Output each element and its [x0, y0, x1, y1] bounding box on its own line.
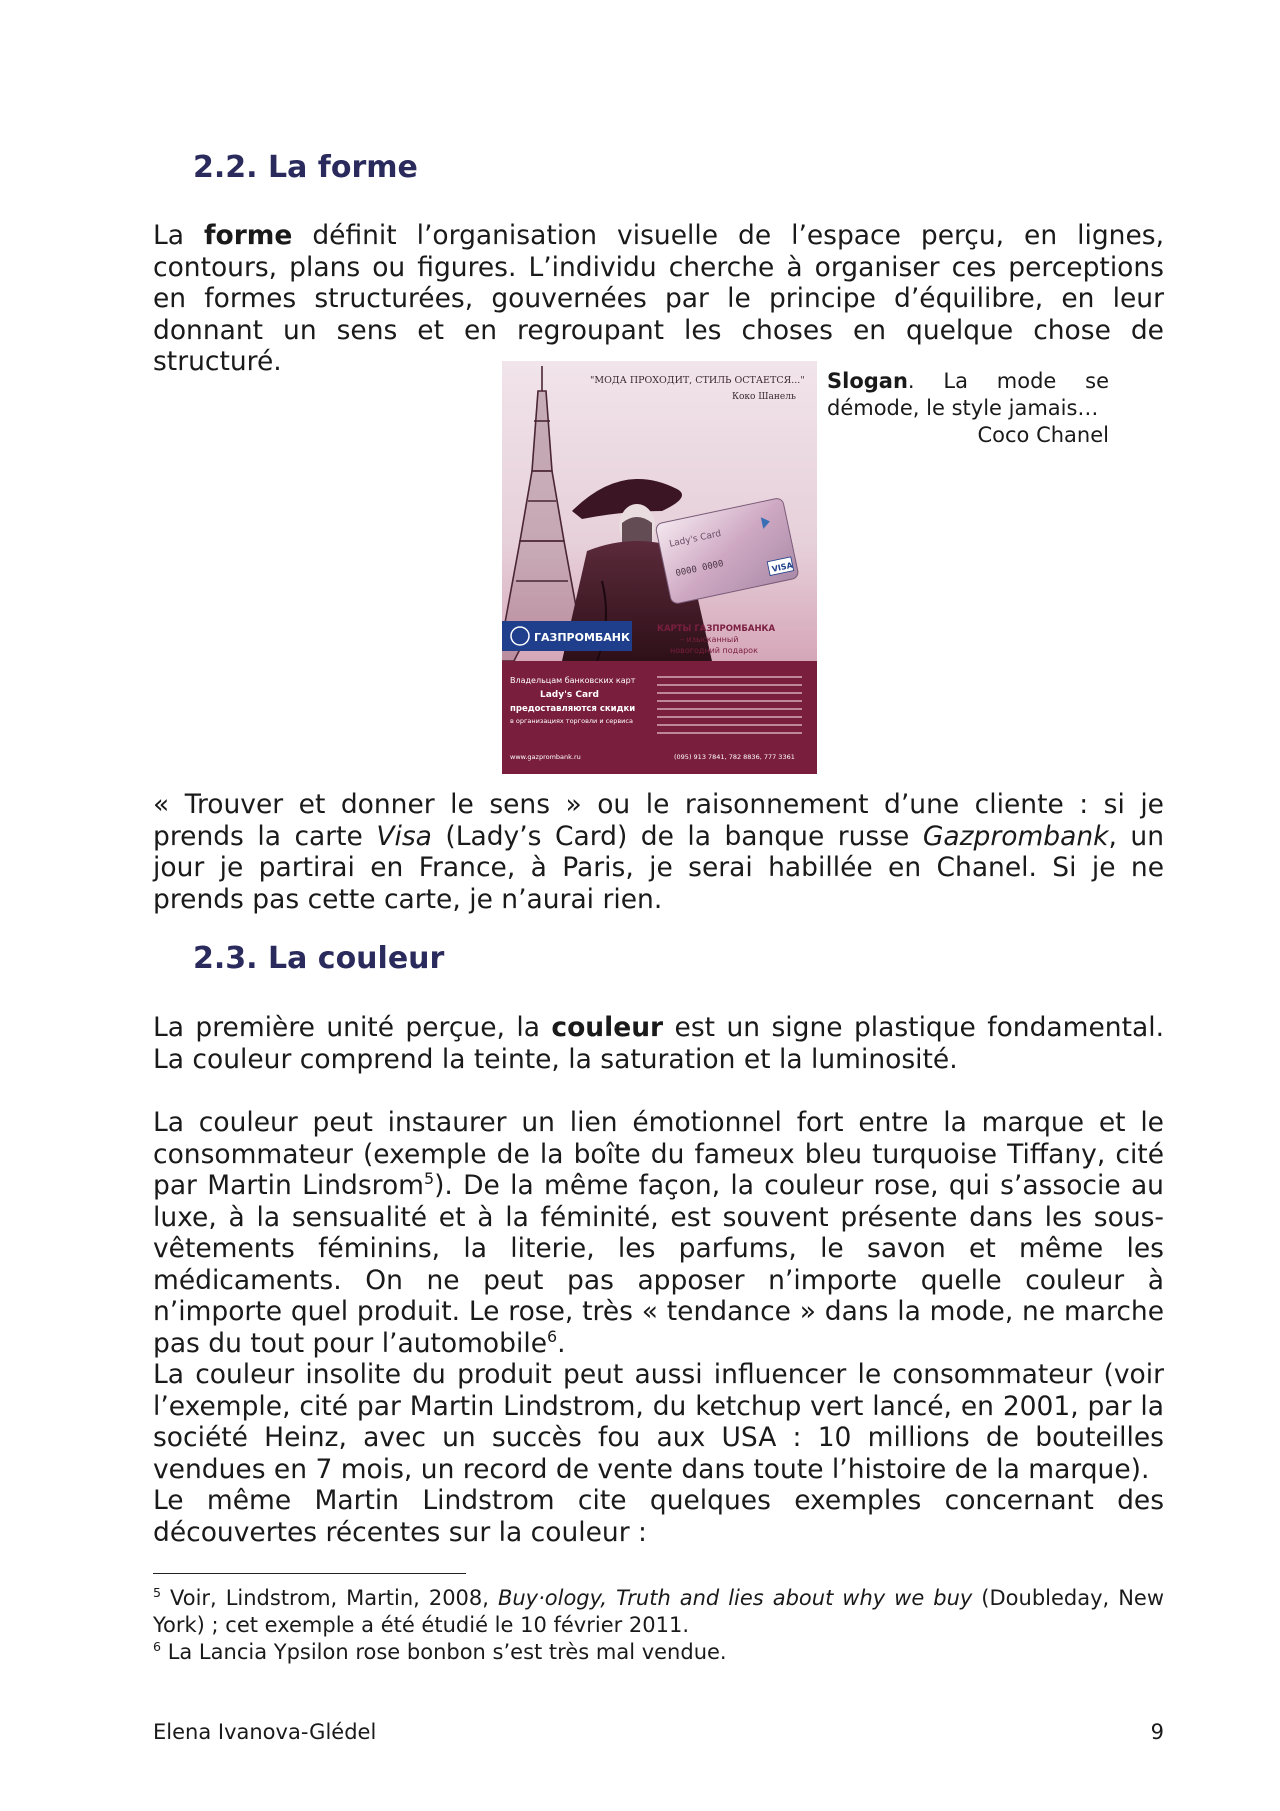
- card-title: Lady's Card: [668, 528, 723, 550]
- ad-quote: "МОДА ПРОХОДИТ, СТИЛЬ ОСТАЕТСЯ...": [590, 375, 805, 386]
- caption-slogan-text: . La mode se démode, le style jamais…: [827, 369, 1109, 420]
- lady-card-credit-card: [655, 497, 799, 604]
- ad-body-2: Lady's Card: [540, 690, 599, 700]
- term-forme: forme: [203, 220, 293, 251]
- caption-author: Coco Chanel: [977, 423, 1109, 447]
- card-number: 0000 0000: [674, 559, 725, 580]
- page-number: 9: [1150, 1720, 1164, 1744]
- paragraph-forme-definition: La forme définit l’organisation visuelle de l’espace perçu, en lignes, contours, plans ou figures. L’individu cherche à organiser ces perceptions en formes structurées, gouvernées par le principe d’équilibre, en leur donnant un sens et en regroupant les choses en quelque chose de structuré.: [153, 220, 1164, 377]
- ad-url: www.gazprombank.ru: [510, 753, 581, 761]
- footnote-ref-6[interactable]: 6: [547, 1326, 558, 1346]
- ad-quote-author: Коко Шанель: [732, 392, 796, 402]
- ad-headline-3: новогодний подарок: [670, 646, 758, 655]
- ad-body-3: предоставляются скидки: [510, 704, 636, 714]
- paragraph-couleur-insolite: La couleur insolite du produit peut aussi influencer le consommateur (voir l’exemple, cité par Martin Lindstrom, du ketchup vert lancé, en 2001, par la société Heinz, avec un succès fou aux USA : 10 millions de bouteilles vendues en 7 mois, un record de vente dans toute l’histoire de la marque).: [153, 1359, 1164, 1485]
- ad-body-1: Владельцам банковских карт: [510, 676, 636, 685]
- ad-phone: (095) 913 7841, 782 8836, 777 3361: [674, 753, 795, 761]
- paragraph-couleur-definition: La première unité perçue, la couleur est un signe plastique fondamental. La couleur comprend la teinte, la saturation et la luminosité.: [153, 1012, 1164, 1075]
- footnote-5: $^5$ Voir, Lindstrom, Martin, 2008, Buy·ology, Truth and lies about why we buy (Doubleday, New York) ; cet exemple a été étudié le 10 février 2011.: [153, 1585, 1164, 1637]
- section-heading-couleur: 2.3. La couleur: [193, 941, 445, 976]
- advertisement-illustration: [502, 361, 817, 774]
- image-caption: [827, 368, 1109, 449]
- ad-body-4: в организациях торговли и сервиса: [510, 717, 633, 725]
- term-couleur: couleur: [551, 1012, 664, 1043]
- paragraph-couleur-emotion: La couleur peut instaurer un lien émotionnel fort entre la marque et le consommateur (exemple de la boîte du fameux bleu turquoise Tiffany, cité par Martin Lindsrom$^5$). De la même façon, la couleur rose, qui s’associe au luxe, à la sensualité et à la féminité, est souvent présente dans les sous-vêtements féminins, la literie, les parfums, le savon et même les médicaments. On ne peut pas apposer n’importe quelle couleur à n’importe quel produit. Le rose, très « tendance » dans la mode, ne marche pas du tout pour l’automobile$^6$.: [153, 1107, 1164, 1359]
- section-heading-forme: 2.2. La forme: [193, 150, 418, 185]
- footer-author: Elena Ivanova-Glédel: [153, 1720, 377, 1744]
- footnote-ref-5[interactable]: 5: [423, 1169, 435, 1189]
- ad-headline-2: – изысканный: [680, 635, 739, 644]
- bank-name: ГАЗПРОМБАНК: [534, 631, 630, 644]
- paragraph-trouver-sens: « Trouver et donner le sens » ou le raisonnement d’une cliente : si je prends la carte Visa (Lady’s Card) de la banque russe Gazprombank, un jour je partirai en France, à Paris, je serai habillée en Chanel. Si je ne prends pas cette carte, je n’aurai rien.: [153, 789, 1164, 915]
- ad-headline-1: КАРТЫ ГАЗПРОМБАНКА: [657, 624, 776, 634]
- footnote-6: $^6$ La Lancia Ypsilon rose bonbon s’est très mal vendue.: [153, 1639, 727, 1664]
- footnote-separator: [153, 1573, 466, 1574]
- gazprombank-advertisement-image: [502, 361, 817, 774]
- visa-logo: VISA: [771, 560, 794, 574]
- paragraph-lindstrom-exemples: Le même Martin Lindstrom cite quelques exemples concernant des découvertes récentes sur la couleur :: [153, 1485, 1164, 1548]
- caption-slogan-label: Slogan: [827, 369, 908, 393]
